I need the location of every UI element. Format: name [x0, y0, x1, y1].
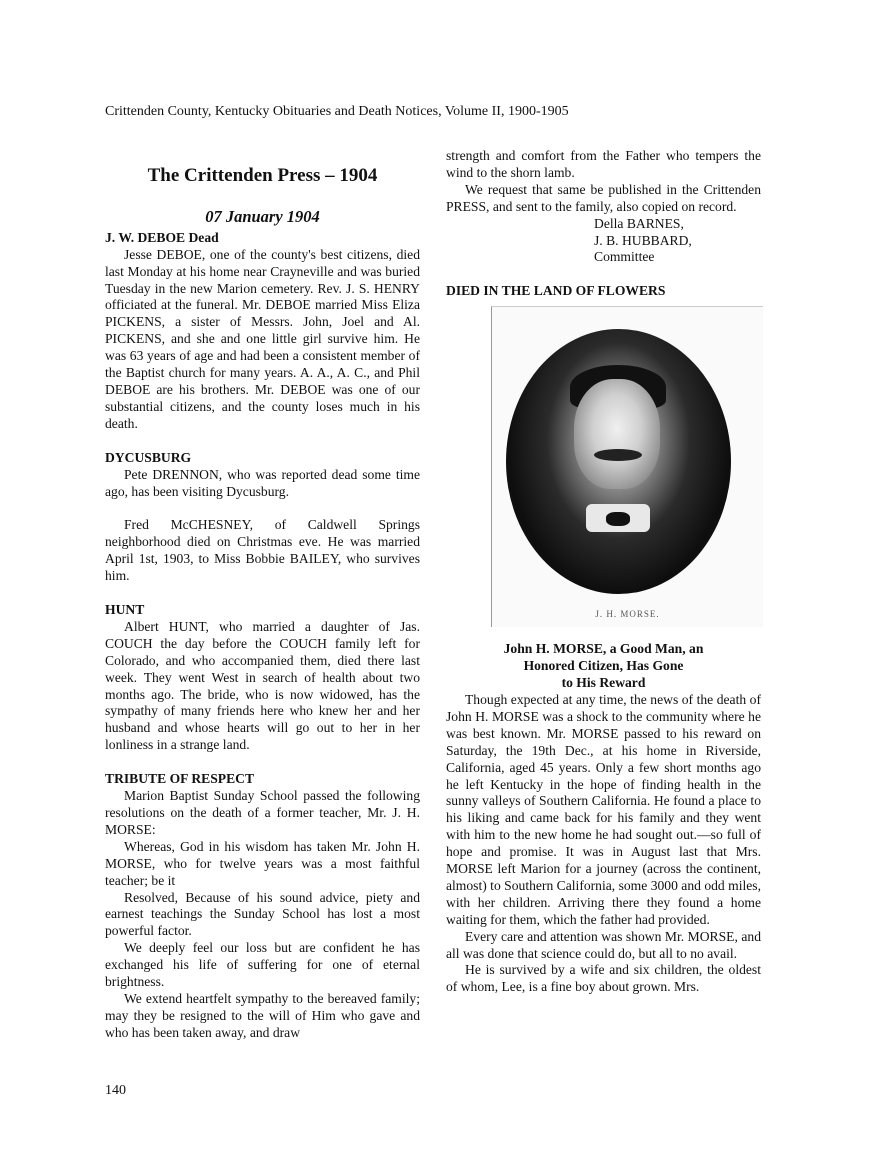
publication-title: The Crittenden Press – 1904 — [147, 165, 378, 186]
portrait-photo — [491, 306, 763, 627]
paragraph-hunt: Albert HUNT, who married a daughter of Jas. COUCH the day before the COUCH family left for Colorado, and who accompanied them, died there last week. They went West in search of health about two months ago. The bride, who is now widowed, has the sympathy of many friends here who knew her and her husband and whose hearts will go out to her in her lonliness in a strange land. — [105, 618, 420, 753]
section-heading-land-of-flowers: DIED IN THE LAND OF FLOWERS — [446, 283, 666, 299]
photo-caption: J. H. MORSE. — [595, 609, 660, 620]
paragraph-tribute-3: Resolved, Because of his sound advice, piety and earnest teachings the Sunday School has lost a most powerful factor. — [105, 889, 420, 939]
paragraph-tribute-4: We deeply feel our loss but are confident he has exchanged his life of suffering for one of eternal brightness. — [105, 940, 420, 990]
page-number: 140 — [105, 1083, 126, 1098]
paragraph-deboe: Jesse DEBOE, one of the county's best citizens, died last Monday at his home near Crayneville and was buried Tuesday in the new Marion cemetery. Rev. J. S. HENRY officiated at the funeral. Mr. DEBOE married Miss Eliza PICKENS, a sister of Messrs. John, Joel and Al. PICKENS, and she and one little girl survive him. He was 63 years of age and had been a consistent member of the Baptist church for many years. A. A., A. C., and Phil DEBOE are his brothers. Mr. DEBOE was one of our substantial citizens, and the county loses much in his death. — [105, 246, 420, 431]
paragraph-mcchesney: Fred McCHESNEY, of Caldwell Springs neighborhood died on Christmas eve. He was married April 1st, 1903, to Miss Bobbie BAILEY, who survives him. — [105, 517, 420, 584]
paragraph-morse-1: Though expected at any time, the news of the death of John H. MORSE was a shock to the community where he was best known. Mr. MORSE passed to his reward on Saturday, the 19th Dec., at his home in Riverside, California, aged 45 years. Only a few short months ago he left Kentucky in the hope of finding health in the sunny valleys of Southern California. He found a place to his liking and came back for his family and they went with him to the new home he had sought out.—so full of hope and promise. It was in August last that Mrs. MORSE left Marion for a journey (across the continent, almost) to Southern California, some 3000 and odd miles, with her children. Arriving there they found a home waiting for them, which the father had provided. — [446, 691, 761, 927]
section-heading-tribute: TRIBUTE OF RESPECT — [105, 771, 255, 787]
running-header: Crittenden County, Kentucky Obituaries and Death Notices, Volume II, 1900-1905 — [105, 104, 569, 119]
section-heading-dycusburg: DYCUSBURG — [105, 449, 192, 465]
subheading-line-3: to His Reward — [561, 675, 646, 691]
signature-hubbard: J. B. HUBBARD, — [594, 232, 692, 248]
paragraph-morse-3: He is survived by a wife and six children, the oldest of whom, Lee, is a fine boy about grown. Mrs. — [446, 962, 761, 995]
section-heading-hunt: HUNT — [105, 602, 145, 618]
paragraph-request: We request that same be published in the Crittenden PRESS, and sent to the family, also copied on record. — [446, 181, 761, 214]
subheading-line-2: Honored Citizen, Has Gone — [523, 658, 684, 674]
paragraph-tribute-2: Whereas, God in his wisdom has taken Mr. John H. MORSE, who for twelve years was a most faithful teacher; be it — [105, 838, 420, 888]
paragraph-tribute-continued: strength and comfort from the Father who tempers the wind to the shorn lamb. — [446, 148, 761, 180]
paragraph-tribute-1: Marion Baptist Sunday School passed the following resolutions on the death of a former teacher, Mr. J. H. MORSE: — [105, 788, 420, 837]
issue-date: 07 January 1904 — [205, 206, 320, 226]
left-column — [105, 160, 420, 1042]
section-heading-deboe: J. W. DEBOE Dead — [105, 229, 219, 245]
subheading-line-1: John H. MORSE, a Good Man, an — [503, 641, 704, 657]
paragraph-morse-2: Every care and attention was shown Mr. MORSE, and all was done that science could do, but all to no avail. — [446, 928, 761, 961]
signature-barnes: Della BARNES, — [594, 215, 684, 231]
signature-block — [594, 216, 761, 267]
signature-committee: Committee — [594, 249, 655, 265]
portrait-oval — [506, 329, 731, 594]
right-column — [446, 148, 761, 996]
paragraph-drennon: Pete DRENNON, who was reported dead some time ago, has been visiting Dycusburg. — [105, 466, 420, 499]
paragraph-tribute-5: We extend heartfelt sympathy to the bereaved family; may they be resigned to the will of Him who gave and who has been taken away, and draw — [105, 990, 420, 1040]
